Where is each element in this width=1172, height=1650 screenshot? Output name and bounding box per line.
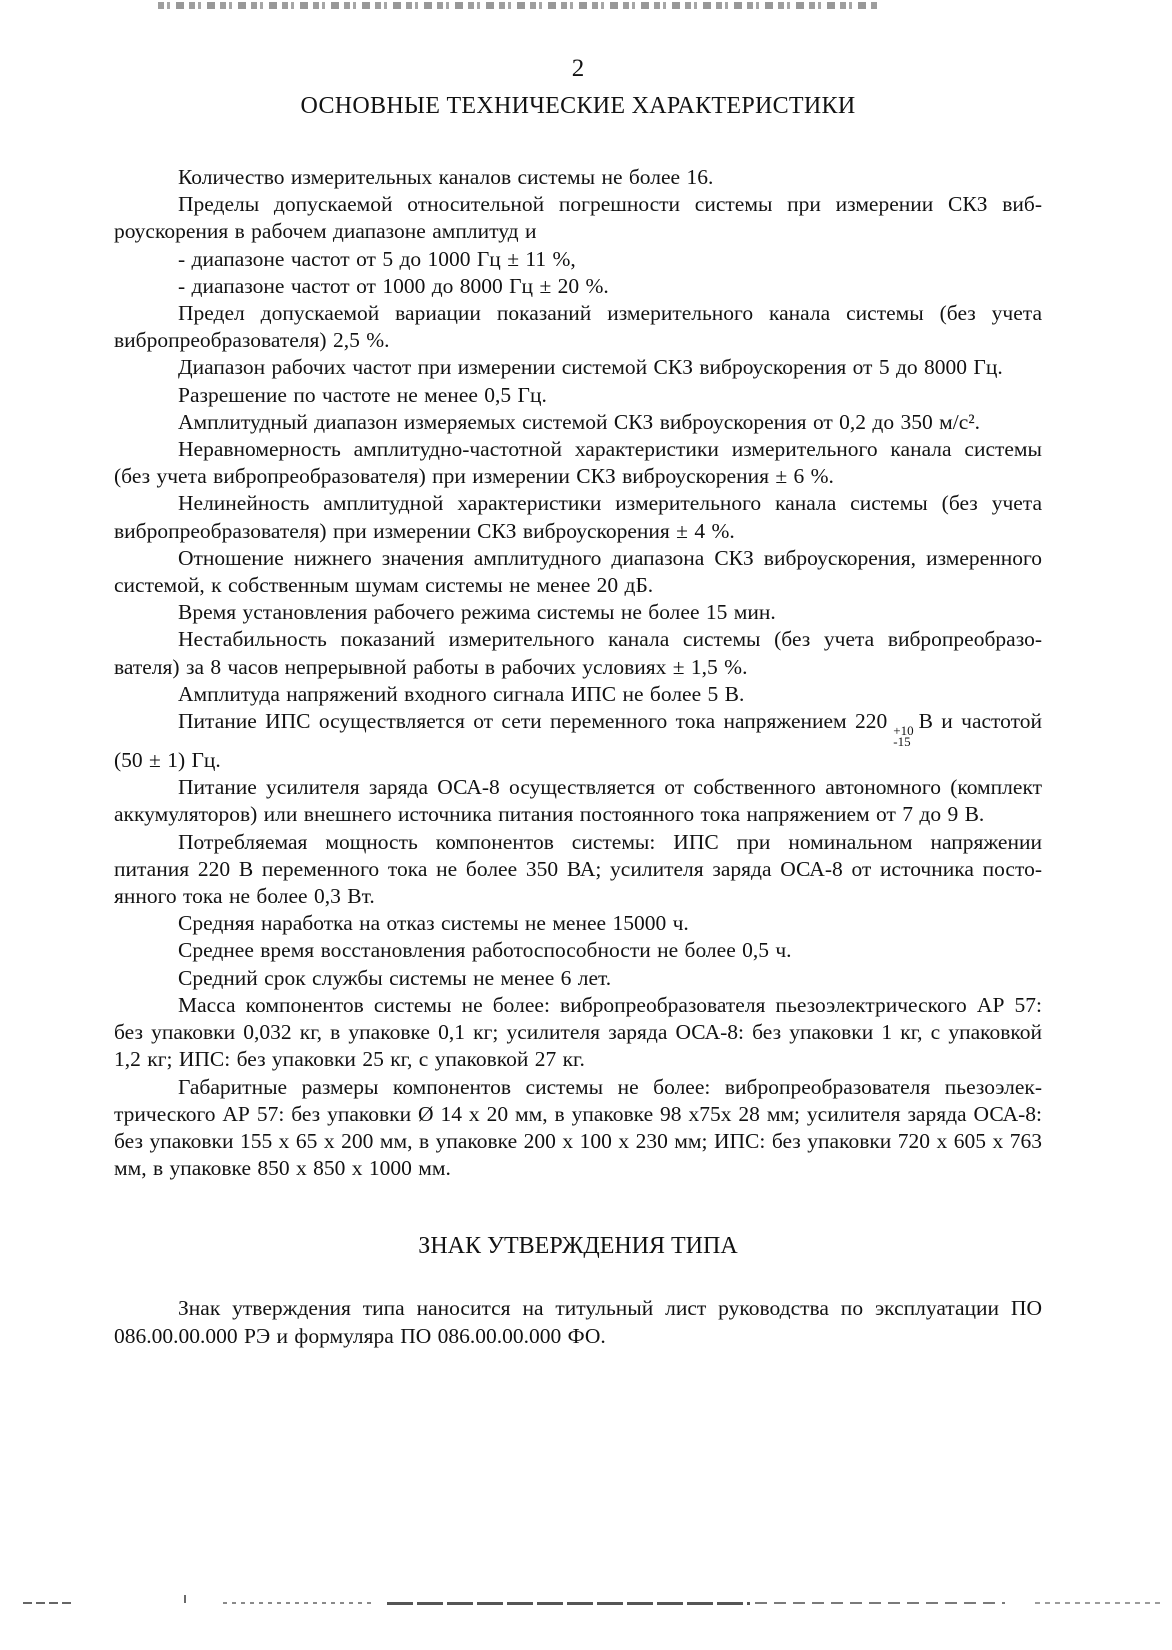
paragraph: Нестабильность показаний измерительного канала системы (без учета вибропреобразователя) за 8 часов непрерывной работы в рабочих условиях ± 1,5 %. [114, 627, 1042, 679]
paragraph: Отношение нижнего значения амплитудного диапазона СКЗ виброускорения, измеренного системой, к собственным шумам системы не менее 20 дБ. [114, 545, 1042, 598]
spec-paragraphs [114, 164, 1042, 1182]
scan-artifact-tick [184, 1595, 186, 1603]
scan-artifact-bottom-segment [1035, 1602, 1160, 1604]
paragraph: Масса компонентов системы не более: вибропреобразователя пьезоэлектрического АР 57: без упаковки 0,032 кг, в упаковке 0,1 кг; усилителя заряда ОСА-8: без упаковки 1 кг, с упаковкой 1,2 кг; ИПС: без упаковки 25 кг, с упаковкой 27 кг. [114, 992, 1042, 1072]
paragraph: Питание усилителя заряда ОСА-8 осуществляется от собственного автономного (комплект аккумуляторов) или внешнего источника питания постоянного тока напряжением от 7 до 9 В. [114, 775, 1042, 827]
paragraph: Нелинейность амплитудной характеристики измерительного канала системы (без учета вибропреобразователя) при измерении СКЗ виброускорения ± 4 %. [114, 491, 1042, 543]
paragraph: Среднее время восстановления работоспособности не более 0,5 ч. [178, 938, 792, 963]
paragraph [114, 708, 1042, 774]
paragraph: Потребляемая мощность компонентов системы: ИПС при номинальном напряжении питания 220 В переменного тока не более 350 ВА; усилителя заряда ОСА-8 от источника постоянного тока не более 0,3 Вт. [114, 829, 1042, 909]
paragraph-text: Питание ИПС осуществляется от сети переменного тока напряжением 220 [178, 709, 888, 734]
tolerance-lower: -15 [893, 734, 911, 750]
scan-artifact-top [158, 2, 880, 9]
paragraph: Предел допускаемой вариации показаний измерительного канала системы (без учета вибропреобразователя) 2,5 %. [114, 301, 1042, 353]
page-number: 2 [571, 55, 585, 82]
scan-artifact-bottom-segment [223, 1602, 375, 1604]
approval-section-title: ЗНАК УТВЕРЖДЕНИЯ ТИПА [418, 1233, 738, 1260]
paragraph-text: В и частотой (50 ± 1) Гц. [114, 709, 1042, 773]
paragraph: Неравномерность амплитудно-частотной характеристики измерительного канала системы (без учета вибропреобразователя) при измерении СКЗ виброускорения ± 6 %. [114, 437, 1042, 489]
paragraph: - диапазоне частот от 5 до 1000 Гц ± 11 %, [178, 246, 576, 271]
paragraph: Средняя наработка на отказ системы не менее 15000 ч. [178, 911, 689, 936]
paragraph: Амплитудный диапазон измеряемых системой СКЗ виброускорения от 0,2 до 350 м/с². [178, 409, 981, 434]
scan-artifact-bottom-segment [755, 1602, 1005, 1604]
tolerance-stack [893, 723, 914, 750]
paragraph: Количество измерительных каналов системы не более 16. [178, 165, 714, 189]
page-title: ОСНОВНЫЕ ТЕХНИЧЕСКИЕ ХАРАКТЕРИСТИКИ [300, 93, 856, 119]
paragraph: - диапазоне частот от 1000 до 8000 Гц ± 20 %. [178, 273, 609, 298]
approval-paragraph: Знак утверждения типа наносится на титульный лист руководства по эксплуатации ПО 086.00.00.000 РЭ и формуляра ПО 086.00.00.000 ФО. [114, 1296, 1042, 1349]
paragraph: Разрешение по частоте не менее 0,5 Гц. [178, 382, 547, 407]
scan-artifact-bottom-segment [23, 1602, 71, 1604]
paragraph: Средний срок службы системы не менее 6 лет. [178, 965, 612, 990]
paragraph: Диапазон рабочих частот при измерении системой СКЗ виброускорения от 5 до 8000 Гц. [178, 355, 1003, 380]
tolerance-upper: +10 [893, 723, 914, 739]
paragraph: Габаритные размеры компонентов системы не более: вибропреобразователя пьезоэлектрического АР 57: без упаковки Ø 14 х 20 мм, в упаковке 98 х75х 28 мм; усилителя заряда ОСА-8: без упаковки 155 х 65 х 200 мм, в упаковке 200 х 100 х 230 мм; ИПС: без упаковки 720 х 605 х 763 мм, в упаковке 850 х 850 х 1000 мм. [114, 1074, 1042, 1181]
scan-artifact-bottom-segment [387, 1602, 750, 1605]
paragraph: Пределы допускаемой относительной погрешности системы при измерении СКЗ виброускорения в рабочем диапазоне амплитуд и [114, 192, 1042, 244]
paragraph: Время установления рабочего режима системы не более 15 мин. [178, 600, 776, 625]
paragraph: Амплитуда напряжений входного сигнала ИПС не более 5 В. [178, 681, 745, 706]
